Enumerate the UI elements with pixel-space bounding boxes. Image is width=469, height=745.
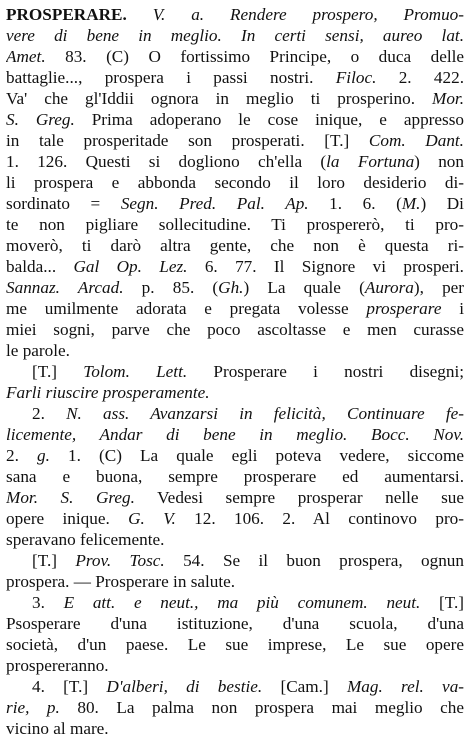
entry-line <box>6 424 464 446</box>
entry-line <box>6 592 464 614</box>
entry-text: licemente, Andar di bene in meglio. <box>6 425 348 444</box>
entry-text: [T.] <box>32 362 84 381</box>
entry-text: in tale prosperitade son prosperati. [T.] <box>6 131 369 150</box>
entry-text: Gh. <box>218 278 244 297</box>
entry-text: V. a. Rendere prospero, Promuo- <box>126 5 464 24</box>
entry-text: Aurora <box>364 278 414 297</box>
entry-text: miei sogni, parve che poco ascoltasse e men curasse <box>6 320 464 339</box>
entry-text <box>29 698 47 717</box>
entry-line <box>6 655 464 677</box>
entry-text: PROSPERARE. <box>6 5 127 24</box>
entry-text: balda... <box>6 257 74 276</box>
entry-text: li prospera e abbonda secondo il loro desiderio di- <box>6 173 464 192</box>
entry-text: Farli riuscire prosperamente. <box>6 383 210 402</box>
entry-line <box>6 697 464 719</box>
entry-line <box>6 319 464 341</box>
entry-text: sana e buona, sempre prosperare ed aumentarsi. <box>6 467 464 486</box>
entry-text: 2. <box>6 446 38 465</box>
entry-text: p. 85. ( <box>123 278 219 297</box>
entry-line <box>6 151 464 173</box>
entry-text: 83. (C) O fortissimo Principe, o duca delle <box>45 47 464 66</box>
entry-text: ) Di <box>420 194 464 213</box>
entry-text: sordinato = <box>6 194 121 213</box>
entry-line <box>6 235 464 257</box>
entry-text: Sannaz. Arcad. <box>6 278 124 297</box>
entry-line <box>6 172 464 194</box>
entry-text: [T.] <box>420 593 464 612</box>
entry-line <box>6 487 464 509</box>
entry-text: 4. [T.] <box>32 677 107 696</box>
entry-text: ) La quale ( <box>243 278 365 297</box>
entry-text: moverò, ti darò altra gente, che non è questa ri- <box>6 236 464 255</box>
entry-text: battaglie..., prospera i passi nostri. <box>6 68 336 87</box>
entry-text: E att. e neut., ma più comunem. neut. <box>63 593 421 612</box>
entry-text: Vedesi sempre prosperar nelle sue <box>134 488 464 507</box>
entry-text: Va' che gl'Iddii ognora in meglio ti prosperino. <box>6 89 432 108</box>
entry-text: Prov. Tosc. <box>75 551 165 570</box>
entry-line <box>6 571 464 593</box>
entry-text: 2. <box>32 404 67 423</box>
entry-text: g. <box>37 446 50 465</box>
entry-text: p. <box>46 698 60 717</box>
entry-line <box>6 634 464 656</box>
entry-text: 12. 106. 2. Al continovo pro- <box>175 509 464 528</box>
entry-text: ), per <box>413 278 464 297</box>
entry-text: vere di bene in meglio. In certi sensi, aureo lat. <box>6 26 464 45</box>
entry-text: Filoc. <box>335 68 377 87</box>
entry-text: Com. Dant. <box>368 131 464 150</box>
entry-text: rie, <box>6 698 30 717</box>
entry-text: me umilmente adorata e pregata volesse <box>6 299 367 318</box>
entry-line <box>6 25 464 47</box>
entry-text: te non pigliare sollecitudine. Ti prospererò, ti pro- <box>6 215 464 234</box>
entry-line <box>6 718 464 740</box>
entry-line <box>6 466 464 488</box>
entry-text: 54. Se il buon prospera, ognun <box>164 551 464 570</box>
entry-line <box>6 403 464 425</box>
entry-text: le parole. <box>6 341 70 360</box>
entry-line <box>6 277 464 299</box>
entry-text: vicino al mare. <box>6 719 109 738</box>
entry-line <box>6 88 464 110</box>
entry-text: Gal Op. Lez. <box>73 257 188 276</box>
entry-text: 80. La palma non prospera mai meglio che <box>59 698 464 717</box>
entry-text: opere inique. <box>6 509 129 528</box>
entry-text: [T.] <box>32 551 76 570</box>
entry-text: 1. (C) La quale egli poteva vedere, siccome <box>49 446 464 465</box>
entry-text: D'alberi, di bestie. <box>106 677 263 696</box>
entry-text: prosperare <box>366 299 442 318</box>
dictionary-entry <box>6 4 464 742</box>
entry-text: G. V. <box>128 509 176 528</box>
entry-line <box>6 4 464 26</box>
entry-line <box>6 445 464 467</box>
entry-text: 1. 6. ( <box>308 194 402 213</box>
entry-line <box>6 193 464 215</box>
entry-line <box>6 676 464 698</box>
entry-line <box>6 109 464 131</box>
entry-text: i <box>441 299 464 318</box>
entry-line <box>6 340 464 362</box>
entry-line <box>6 508 464 530</box>
entry-text: N. ass. Avanzarsi in felicità, Continuare fe- <box>66 404 464 423</box>
entry-text: Segn. Pred. Pal. Ap. <box>120 194 309 213</box>
entry-line <box>6 298 464 320</box>
entry-line <box>6 529 464 551</box>
entry-line <box>6 361 464 383</box>
entry-text: M. <box>401 194 421 213</box>
entry-text: Mag. rel. va- <box>346 677 464 696</box>
entry-text: 2. 422. <box>376 68 464 87</box>
entry-text: Mor. <box>432 89 464 108</box>
entry-text: 3. <box>32 593 64 612</box>
entry-text: Amet. <box>6 47 46 66</box>
entry-text: S. Greg. <box>6 110 75 129</box>
entry-line <box>6 46 464 68</box>
entry-text: speravano felicemente. <box>6 530 165 549</box>
entry-text: prospera. — Prosperare in salute. <box>6 572 236 591</box>
entry-text: ) non <box>414 152 464 171</box>
entry-text: [Cam.] <box>262 677 347 696</box>
entry-line <box>6 550 464 572</box>
entry-line <box>6 214 464 236</box>
entry-text: società, d'un paese. Le sue imprese, Le sue opere <box>6 635 464 654</box>
entry-line <box>6 67 464 89</box>
entry-text: Bocc. Nov. <box>371 425 464 444</box>
entry-text <box>347 425 371 444</box>
entry-line <box>6 613 464 635</box>
entry-text: Prima adoperano le cose inique, e appresso <box>74 110 464 129</box>
entry-text: Prosperare i nostri disegni; <box>187 362 464 381</box>
entry-text: 1. 126. Questi si dogliono ch'ella ( <box>6 152 327 171</box>
entry-text: prospereranno. <box>6 656 109 675</box>
entry-line <box>6 382 464 404</box>
entry-text: Psosperare d'una istituzione, d'una scuola, d'una <box>6 614 464 633</box>
entry-line <box>6 256 464 278</box>
entry-text: 6. 77. Il Signore vi prosperi. <box>187 257 464 276</box>
entry-text: Mor. S. Greg. <box>6 488 135 507</box>
entry-line <box>6 130 464 152</box>
entry-text: la Fortuna <box>326 152 415 171</box>
entry-text: Tolom. Lett. <box>83 362 188 381</box>
